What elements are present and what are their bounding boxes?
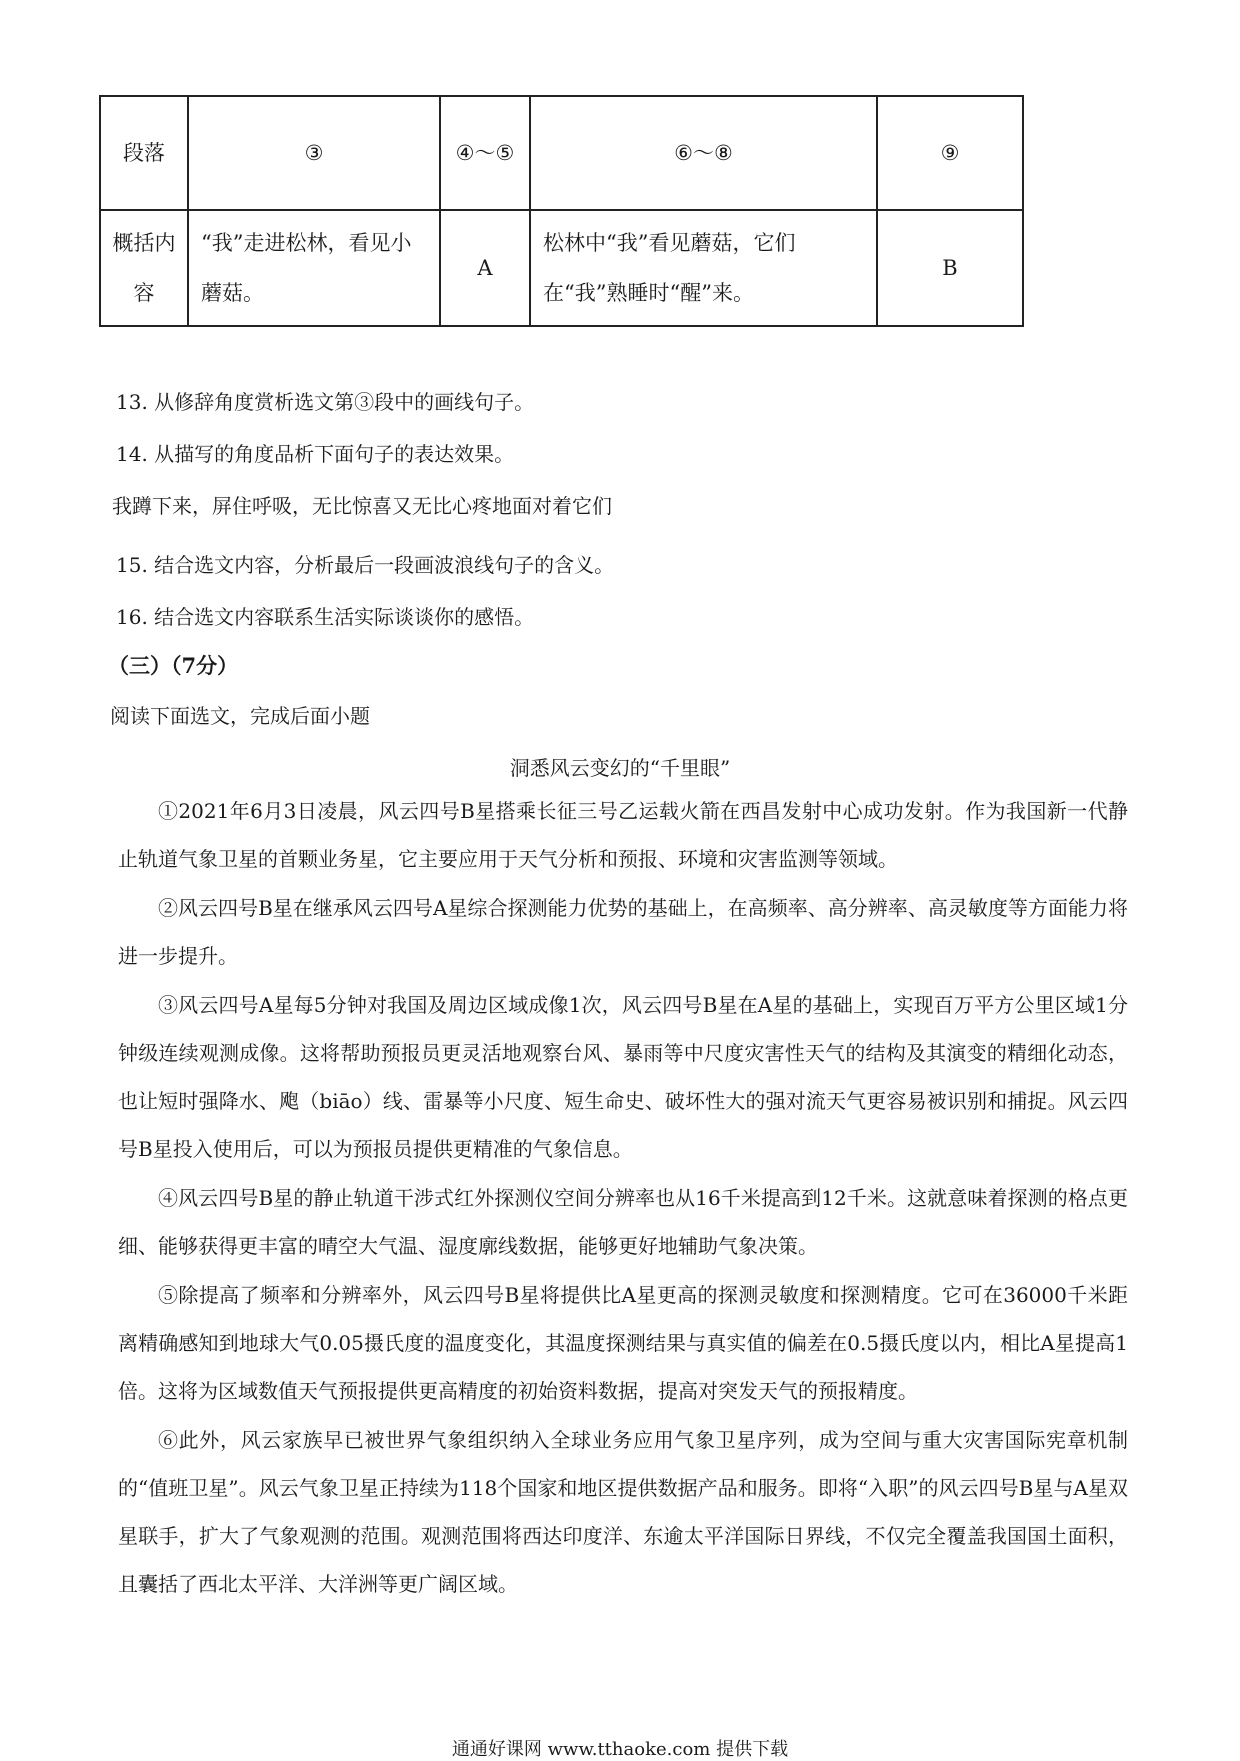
section-heading: （三）（7分） (108, 653, 239, 678)
table-cell: A (440, 210, 530, 326)
paragraph-4: ④风云四号B星的静止轨道干涉式红外探测仪空间分辨率也从16千米提高到12千米。这就意味着探测的格点更细、能够获得更丰富的晴空大气温、湿度廓线数据，能够更好地辅助气象决策。 (118, 1186, 1128, 1258)
table-cell: 松林中“我”看见蘑菇，它们在“我”熟睡时“醒”来。 (530, 210, 877, 326)
summary-table (99, 95, 1024, 327)
question-15: 15. 结合选文内容，分析最后一段画波浪线句子的含义。 (116, 553, 615, 577)
table-header-cell: ③ (188, 96, 440, 210)
question-14: 14. 从描写的角度品析下面句子的表达效果。 (116, 442, 515, 466)
paragraph-6: ⑥此外，风云家族早已被世界气象组织纳入全球业务应用气象卫星序列，成为空间与重大灾害国际宪章机制的“值班卫星”。风云气象卫星正持续为118个国家和地区提供数据产品和服务。即将“入职”的风云四号B星与A星双星联手，扩大了气象观测的范围。观测范围将西达印度洋、东逾太平洋国际日界线，不仅完全覆盖我国国土面积，且囊括了西北太平洋、大洋洲等更广阔区域。 (118, 1428, 1128, 1596)
table-cell: B (877, 210, 1023, 326)
question-16: 16. 结合选文内容联系生活实际谈谈你的感悟。 (116, 605, 535, 629)
section-instruction: 阅读下面选文，完成后面小题 (110, 704, 370, 728)
question-13: 13. 从修辞角度赏析选文第③段中的画线句子。 (116, 390, 535, 414)
article-title: 洞悉风云变幻的“千里眼” (509, 756, 731, 780)
paragraph-2: ②风云四号B星在继承风云四号A星综合探测能力优势的基础上，在高频率、高分辨率、高灵敏度等方面能力将进一步提升。 (118, 896, 1128, 968)
paragraph-1: ①2021年6月3日凌晨，风云四号B星搭乘长征三号乙运载火箭在西昌发射中心成功发射。作为我国新一代静止轨道气象卫星的首颗业务星，它主要应用于天气分析和预报、环境和灾害监测等领域。 (118, 799, 1128, 871)
table-header-row (100, 96, 1023, 210)
table-row-label: 概括内容 (100, 210, 188, 326)
table-cell: “我”走进松林，看见小蘑菇。 (188, 210, 440, 326)
paragraph-5: ⑤除提高了频率和分辨率外，风云四号B星将提供比A星更高的探测灵敏度和探测精度。它可在36000千米距离精确感知到地球大气0.05摄氏度的温度变化，其温度探测结果与真实值的偏差在0.5摄氏度以内，相比A星提高1倍。这将为区域数值天气预报提供更高精度的初始资料数据，提高对突发天气的预报精度。 (118, 1283, 1128, 1403)
table-header-cell: ④～⑤ (440, 96, 530, 210)
table-header-cell: ⑥～⑧ (530, 96, 877, 210)
table-header-cell: 段落 (100, 96, 188, 210)
quoted-sentence: 我蹲下来，屏住呼吸，无比惊喜又无比心疼地面对着它们 (112, 494, 612, 518)
table-header-cell: ⑨ (877, 96, 1023, 210)
page-footer: 通通好课网 www.tthaoke.com 提供下载 (451, 1739, 789, 1760)
paragraph-3: ③风云四号A星每5分钟对我国及周边区域成像1次，风云四号B星在A星的基础上，实现百万平方公里区域1分钟级连续观测成像。这将帮助预报员更灵活地观察台风、暴雨等中尺度灾害性天气的结构及其演变的精细化动态，也让短时强降水、飑（biāo）线、雷暴等小尺度、短生命史、破坏性大的强对流天气更容易被识别和捕捉。风云四号B星投入使用后，可以为预报员提供更精准的气象信息。 (118, 993, 1128, 1161)
table-row (100, 210, 1023, 326)
